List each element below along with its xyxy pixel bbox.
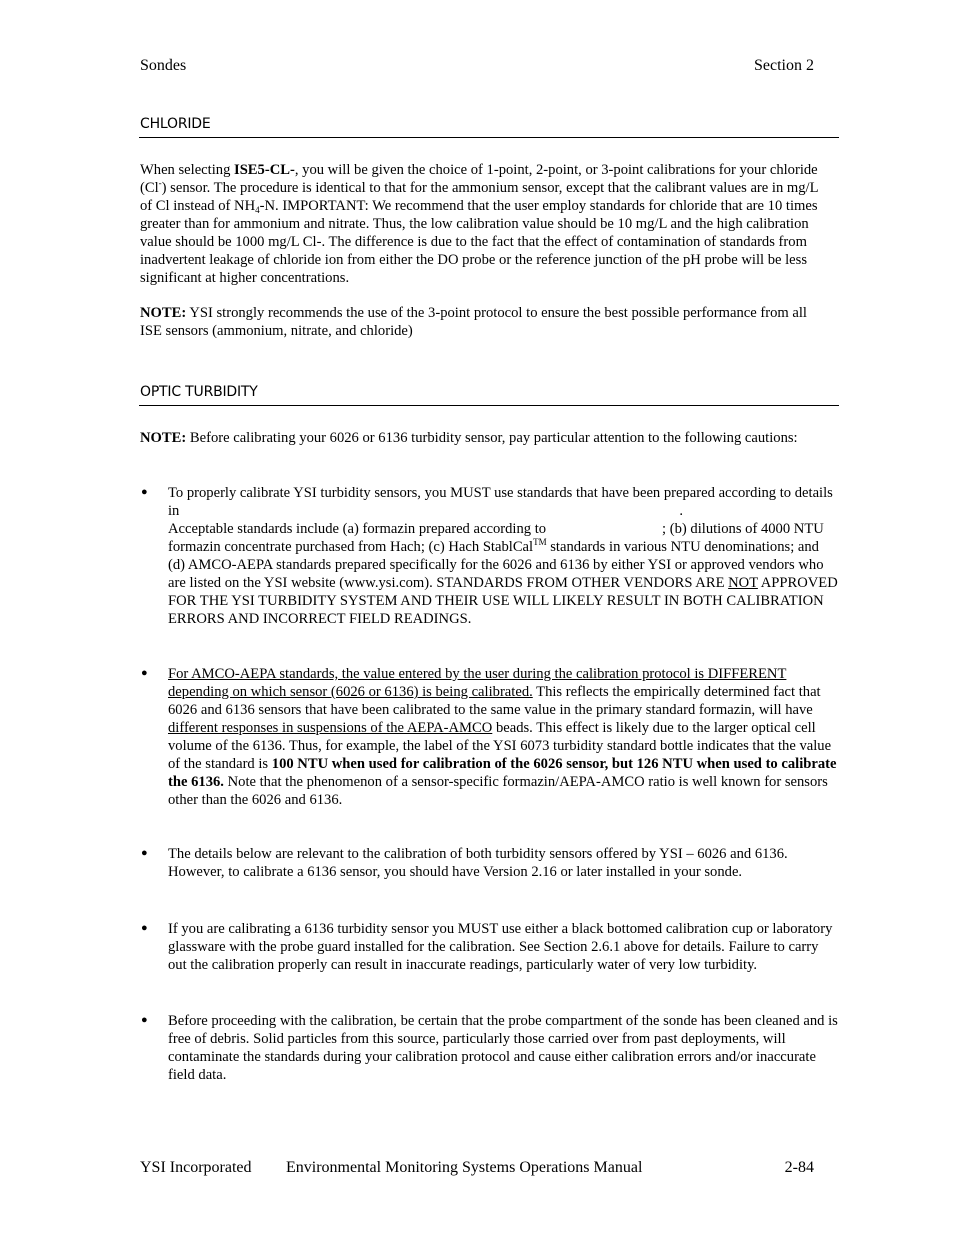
bullet-marker: ● xyxy=(141,922,148,934)
bullet-standards-period: . xyxy=(679,503,684,519)
turbidity-note-label: NOTE: xyxy=(140,430,187,446)
bullet-standards-text-c: Acceptable standards include (a) formazin prepared according to xyxy=(168,521,547,537)
bullet-marker: ● xyxy=(141,1014,148,1026)
bullet-standards-text-a: To properly calibrate YSI turbidity sensors, you MUST use standards that have been prepared according to details in xyxy=(168,485,833,519)
turbidity-heading-rule xyxy=(139,405,839,406)
bullet-probe-cleaning: Before proceeding with the calibration, be certain that the probe compartment of the sonde has been cleaned and is free of debris. Solid particles from this source, particularly those carried over from past deployments, will contaminate the standards during your calibration protocol and cause either calibration errors and/or inaccurate field data. xyxy=(168,1013,838,1083)
chloride-text-g: -N. IMPORTANT: We recommend that the user employ standards for chloride that are 10 times greater than for ammonium and nitrate. Thus, the low calibration value should be 10 mg/L and the high calibration value should be 1000 mg/L Cl-. The difference is due to the fact that the effect of contamination of standards from inadvertent leakage of chloride ion from either the DO probe or the reference junction of the pH probe will be less significant at higher concentrations. xyxy=(140,198,818,286)
running-header-left: Sondes xyxy=(140,57,187,74)
chloride-superscript: - xyxy=(158,178,162,188)
chloride-paragraph xyxy=(140,161,830,287)
footer-page-number: 2-84 xyxy=(784,1159,814,1176)
bullet-standards-text-e: standards in various NTU denominations; and (d) AMCO-AEPA standards prepared specifically for the 6026 and 6136 by either YSI or approved vendors who are listed on the YSI website (www.ysi.com). STANDARDS FROM OTHER VENDORS ARE xyxy=(168,539,824,591)
bullet-amco-aepa xyxy=(168,665,838,809)
bullet-standards xyxy=(168,484,838,628)
bullet-sensor-details: The details below are relevant to the calibration of both turbidity sensors offered by YSI – 6026 and 6136. However, to calibrate a 6136 sensor, you should have Version 2.16 or later installed in your sonde. xyxy=(168,846,788,880)
chloride-heading-rule xyxy=(139,137,839,138)
chloride-text-a: When selecting xyxy=(140,162,235,178)
bullet-standards-line1 xyxy=(168,484,838,520)
chloride-note-text: YSI strongly recommends the use of the 3-point protocol to ensure the best possible performance from all ISE sensors (ammonium, nitrate, and chloride) xyxy=(140,305,807,339)
amco-text-c: Note that the phenomenon of a sensor-specific formazin/AEPA-AMCO ratio is well known for sensors other than the 6026 and 6136. xyxy=(168,774,828,808)
chloride-note-label: NOTE: xyxy=(140,305,187,321)
bullet-marker: ● xyxy=(141,667,148,679)
amco-underlined-statement: For AMCO-AEPA standards, the value entered by the user during the calibration protocol is DIFFERENT depending on which sensor (6026 or 6136) is being calibrated. xyxy=(168,666,787,700)
bullet-standards-text-f: APPROVED FOR THE YSI TURBIDITY SYSTEM AND THEIR USE WILL LIKELY RESULT IN BOTH CALIBRATION ERRORS AND INCORRECT FIELD READINGS. xyxy=(168,575,838,627)
footer-manual-title: Environmental Monitoring Systems Operations Manual xyxy=(286,1159,643,1176)
bullet-marker: ● xyxy=(141,486,148,498)
turbidity-note xyxy=(140,429,830,447)
chloride-text-c: , you will be given the choice of 1-point, 2-point, or 3-point calibrations for your chloride (Cl xyxy=(140,162,818,196)
turbidity-note-text: Before calibrating your 6026 or 6136 turbidity sensor, pay particular attention to the following cautions: xyxy=(186,430,798,446)
chloride-subscript: 4 xyxy=(255,205,260,215)
chloride-text-e: ) sensor. The procedure is identical to that for the ammonium sensor, except that the calibrant values are in mg/L of Cl instead of NH xyxy=(140,180,818,214)
not-emphasis: NOT xyxy=(728,575,758,591)
amco-text-a: This reflects the empirically determined fact that 6026 and 6136 sensors that have been calibrated to the same value in the primary standard formazin, will have xyxy=(168,684,821,718)
chloride-sensor-code: ISE5-CL- xyxy=(234,162,295,178)
bullet-6136-cup: If you are calibrating a 6136 turbidity sensor you MUST use either a black bottomed calibration cup or laboratory glassware with the probe guard installed for the calibration. See Section 2.6.1 above for details. Failure to carry out the calibration properly can result in inaccurate readings, particularly water of very low turbidity. xyxy=(168,921,833,973)
turbidity-heading: OPTIC TURBIDITY xyxy=(140,384,258,400)
running-header-right: Section 2 xyxy=(754,57,814,74)
amco-bold-values: 100 NTU when used for calibration of the 6026 sensor, but 126 NTU when used to calibrate the 6136. xyxy=(168,756,837,790)
chloride-note xyxy=(140,304,830,340)
footer-company: YSI Incorporated xyxy=(140,1159,252,1176)
bullet-standards-text-d: ; (b) dilutions of 4000 NTU formazin concentrate purchased from Hach; (c) Hach StablCal xyxy=(168,521,824,555)
amco-text-b: beads. This effect is likely due to the larger optical cell volume of the 6136. Thus, for example, the label of the YSI 6073 turbidity standard bottle indicates that the value of the standard is xyxy=(168,720,832,772)
bullet-marker: ● xyxy=(141,847,148,859)
trademark-symbol: TM xyxy=(533,537,547,547)
amco-underlined-responses: different responses in suspensions of the AEPA-AMCO xyxy=(168,720,493,736)
chloride-heading: CHLORIDE xyxy=(140,116,211,132)
bullet-standards-body xyxy=(168,520,838,628)
